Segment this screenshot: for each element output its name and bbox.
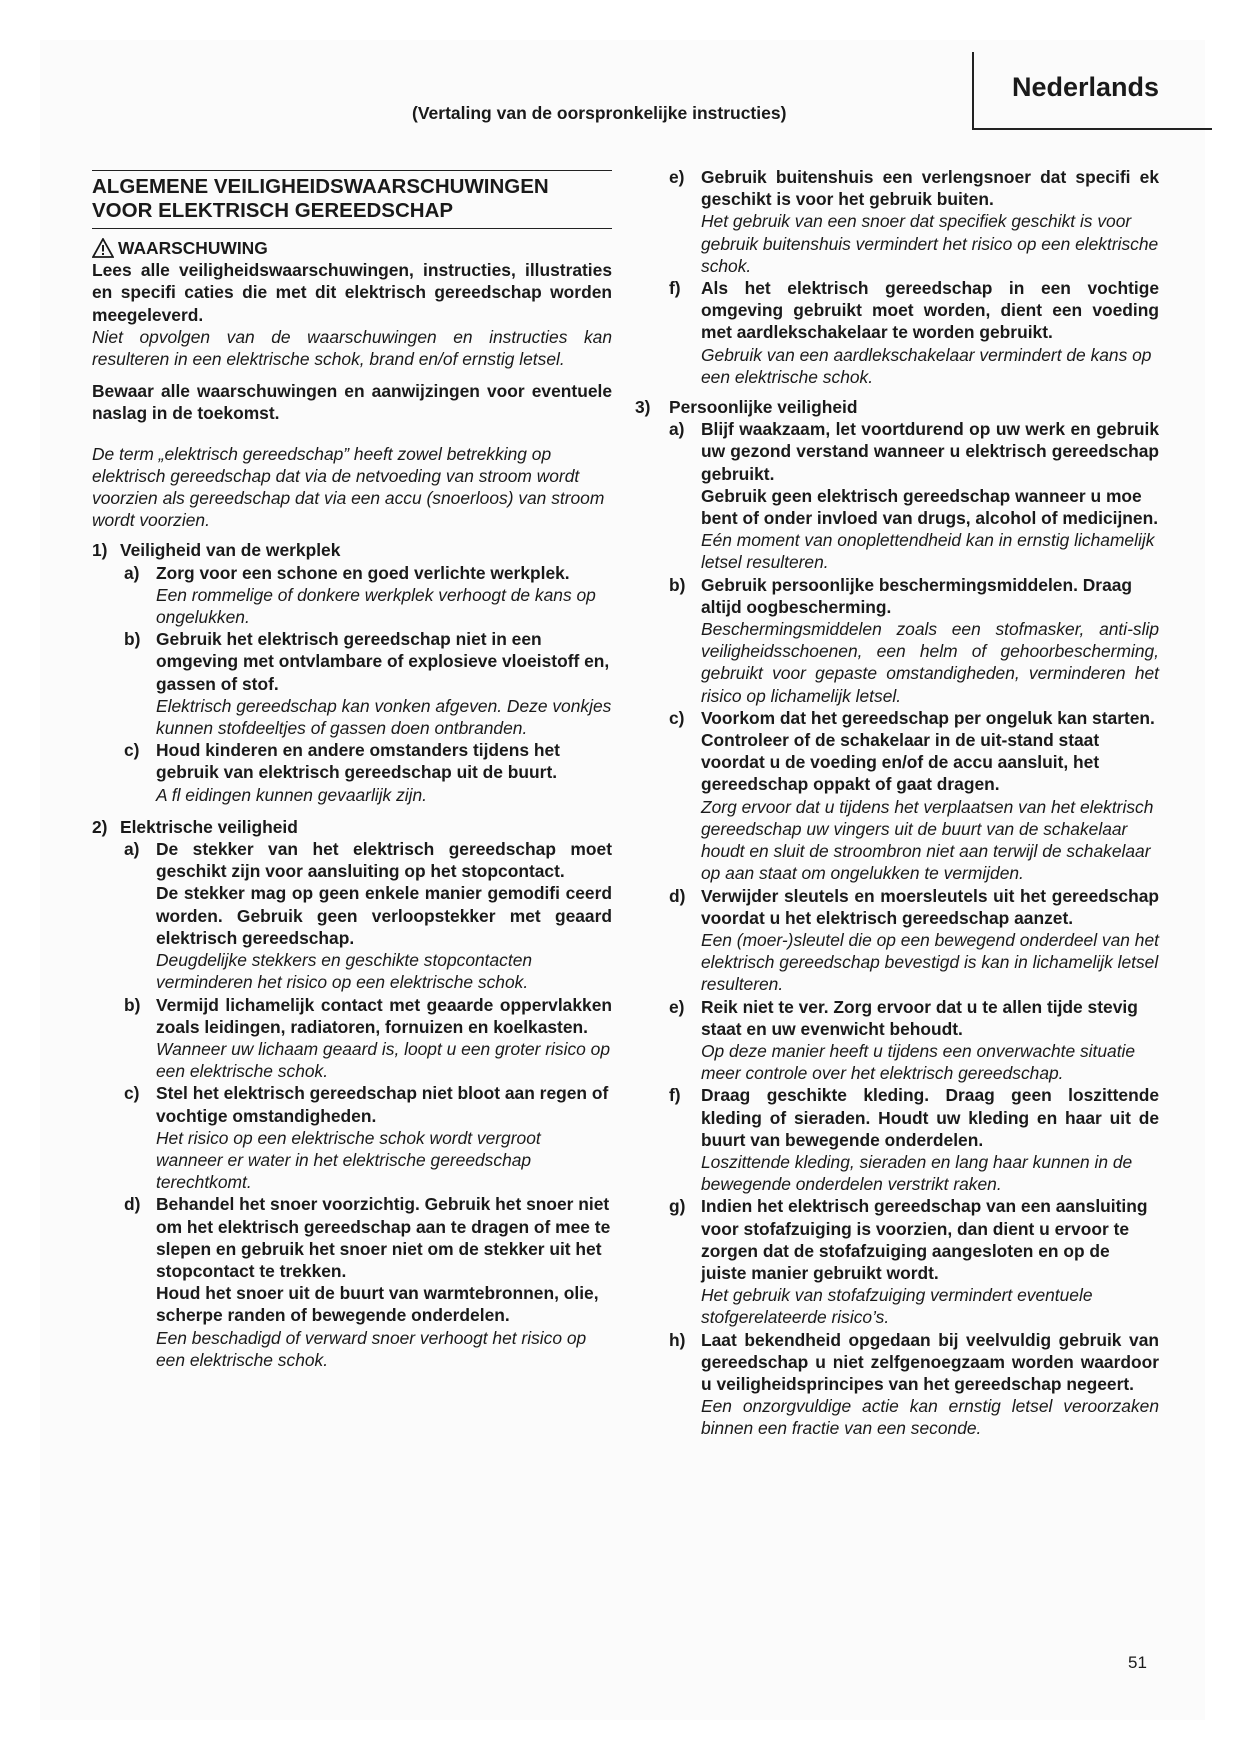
item-bold: Voorkom dat het gereedschap per ongeluk kan starten. Controleer of de schakelaar in de uit-stand staat voordat u de voeding en/of de accu aansluit, het gereedschap oppakt of gaat dragen. — [701, 707, 1155, 795]
language-label: Nederlands — [1012, 72, 1160, 102]
item-label: d) — [124, 1194, 141, 1215]
item-bold: Reik niet te ver. Zorg ervoor dat u te allen tijde stevig staat en uw evenwicht behoudt. — [701, 996, 1138, 1039]
item-italic: Elektrisch gereedschap kan vonken afgeven. Deze vonkjes kunnen stofdeeltjes of gassen doen ontbranden. — [156, 695, 612, 739]
item-italic: Op deze manier heeft u tijdens een onverwachte situatie meer controle over het elektrisch gereedschap. — [701, 1040, 1136, 1084]
item-italic: Beschermingsmiddelen zoals een stofmasker, anti-slip veiligheidsschoenen, een helm of gehoorbescherming, gebruikt voor gepaste omstandigheden, verminderen het risico op lichamelijk letsel. — [701, 619, 1159, 706]
list-item — [124, 562, 612, 629]
warning-label: WAARSCHUWING — [118, 238, 268, 258]
item-bold: Verwijder sleutels en moersleutels uit het gereedschap voordat u het elektrisch gereedschap aanzet. — [701, 885, 1159, 928]
list-item — [124, 739, 612, 806]
intro-bold: Lees alle veiligheidswaarschuwingen, instructies, illustraties en specifi caties die met dit elektrisch gereedschap worden meegeleverd. — [92, 260, 612, 325]
item-italic: A fl eidingen kunnen gevaarlijk zijn. — [156, 784, 428, 805]
item-label: c) — [669, 707, 685, 728]
section-title: Veiligheid van de werkplek — [120, 540, 341, 561]
item-label: e) — [669, 167, 685, 187]
item-label: c) — [124, 740, 140, 761]
item-italic: Het gebruik van stofafzuiging vermindert eventuele stofgerelateerde risico’s. — [701, 1285, 1093, 1328]
list-item — [669, 166, 1159, 277]
item-italic: Het risico op een elektrische schok wordt vergroot wanneer er water in het elektrische gereedschap terechtkomt. — [156, 1127, 541, 1193]
page-number: 51 — [1128, 1653, 1147, 1672]
section-2-heading — [92, 816, 612, 838]
item-label: f) — [669, 278, 681, 299]
list-item — [124, 1082, 612, 1193]
item-bold: Laat bekendheid opgedaan bij veelvuldig gebruik van gereedschap u niet zelfgenoegzaam worden waardoor u veiligheidsprincipes van het gereedschap negeert. — [701, 1329, 1159, 1394]
item-italic: Een rommelige of donkere werkplek verhoogt de kans op ongelukken. — [156, 584, 596, 628]
item-bold: Gebruik buitenshuis een verlengsnoer dat specifi ek geschikt is voor het gebruik buiten. — [701, 167, 1159, 210]
item-italic: Het gebruik van een snoer dat specifiek geschikt is voor gebruik buitenshuis vermindert het risico op een elektrische schok. — [701, 211, 1159, 276]
keep-instructions: Bewaar alle waarschuwingen en aanwijzingen voor eventuele naslag in de toekomst. — [92, 381, 612, 424]
list-item — [124, 994, 612, 1083]
item-bold: Houd kinderen en andere omstanders tijdens het gebruik van elektrisch gereedschap uit de buurt. — [156, 740, 560, 783]
item-bold: Draag geschikte kleding. Draag geen loszittende kleding of sieraden. Houdt uw kleding en haar uit de buurt van bewegende onderdelen. — [701, 1085, 1159, 1150]
list-item — [669, 1084, 1159, 1195]
section-title: Elektrische veiligheid — [120, 816, 298, 837]
header-horizontal-rule — [972, 128, 1212, 130]
right-column — [637, 166, 1159, 1440]
warning-heading — [92, 237, 612, 259]
translation-subtitle: (Vertaling van de oorspronkelijke instructies) — [412, 103, 787, 123]
warning-triangle-icon — [92, 238, 114, 258]
list-item — [669, 885, 1159, 996]
section-title: Persoonlijke veiligheid — [669, 397, 858, 418]
item-italic: Deugdelijke stekkers en geschikte stopcontacten verminderen het risico op een elektrische schok. — [156, 950, 533, 993]
item-bold: Indien het elektrisch gereedschap van een aansluiting voor stofafzuiging is voorzien, dan dient u ervoor te zorgen dat de stofafzuiging aangesloten en op de juiste manier gebruikt wordt. — [701, 1196, 1148, 1283]
item-bold: De stekker van het elektrisch gereedschap moet geschikt zijn voor aansluiting op het stopcontact. — [156, 839, 612, 882]
item-bold: Zorg voor een schone en goed verlichte werkplek. — [156, 562, 570, 583]
list-item — [669, 277, 1159, 388]
list-item — [669, 707, 1159, 885]
item-italic: Gebruik van een aardlekschakelaar vermindert de kans op een elektrische schok. — [701, 344, 1152, 387]
list-item — [669, 1329, 1159, 1440]
power-tool-term: De term „elektrisch gereedschap” heeft zowel betrekking op elektrisch gereedschap dat via de netvoeding van stroom wordt voorzien als gereedschap dat via een accu (snoerloos) van stroom wordt voorzien. — [92, 443, 605, 531]
section-3-heading — [635, 396, 1159, 418]
section-number: 3) — [635, 397, 651, 418]
item-label: a) — [124, 562, 140, 583]
item-italic: Een onzorgvuldige actie kan ernstig letsel veroorzaken binnen een fractie van een seconde. — [701, 1396, 1159, 1439]
list-item — [669, 574, 1159, 707]
item-bold: Als het elektrisch gereedschap in een vochtige omgeving gebruikt moet worden, dient een voeding met aardlekschakelaar te worden gebruikt. — [701, 278, 1159, 343]
item-italic: Een (moer-)sleutel die op een bewegend onderdeel van het elektrisch gereedschap bevestigd is kan in lichamelijk letsel resulteren. — [701, 929, 1159, 995]
item-bold: Vermijd lichamelijk contact met geaarde oppervlakken zoals leidingen, radiatoren, fornuizen en koelkasten. — [156, 994, 612, 1037]
item-bold: Behandel het snoer voorzichtig. Gebruik het snoer niet om het elektrisch gereedschap aan te dragen of mee te slepen en gebruik het snoer niet om de stekker uit het stopcontact te trekken. — [156, 1194, 611, 1281]
list-item — [669, 1195, 1159, 1328]
item-label: a) — [124, 839, 140, 860]
item-label: b) — [669, 574, 686, 595]
item-bold: Gebruik het elektrisch gereedschap niet in een omgeving met ontvlambare of explosieve vloeistoff en, gassen of stof. — [156, 629, 610, 694]
intro-italic: Niet opvolgen van de waarschuwingen en instructies kan resulteren in een elektrische schok, brand en/of ernstig letsel. — [92, 326, 612, 370]
header-vertical-rule — [972, 52, 974, 130]
safety-title: ALGEMENE VEILIGHEIDSWAARSCHUWINGEN VOOR ELEKTRISCH GEREEDSCHAP — [92, 170, 612, 229]
item-label: g) — [669, 1196, 686, 1217]
item-bold: Blijf waakzaam, let voortdurend op uw werk en gebruik uw gezond verstand wanneer u elektrisch gereedschap gebruikt. — [701, 419, 1159, 484]
list-item — [124, 628, 612, 739]
item-bold-2: Gebruik geen elektrisch gereedschap wanneer u moe bent of onder invloed van drugs, alcohol of medicijnen. — [701, 485, 1159, 529]
item-label: d) — [669, 885, 686, 906]
item-bold: Gebruik persoonlijke beschermingsmiddelen. Draag altijd oogbescherming. — [701, 574, 1133, 617]
left-column — [92, 170, 612, 1371]
item-italic: Een beschadigd of verward snoer verhoogt het risico op een elektrische schok. — [156, 1327, 587, 1370]
item-label: b) — [124, 994, 141, 1015]
item-label: e) — [669, 996, 685, 1017]
section-1-heading — [92, 539, 612, 561]
item-label: a) — [669, 419, 685, 440]
item-label: b) — [124, 629, 141, 650]
item-label: f) — [669, 1085, 681, 1106]
section-number: 1) — [92, 540, 108, 561]
list-item — [669, 996, 1159, 1085]
item-bold: Stel het elektrisch gereedschap niet bloot aan regen of vochtige omstandigheden. — [156, 1083, 609, 1126]
item-italic: Wanneer uw lichaam geaard is, loopt u een groter risico op een elektrische schok. — [156, 1038, 611, 1082]
list-item — [124, 838, 612, 993]
item-label: h) — [669, 1329, 686, 1350]
item-bold-2: Houd het snoer uit de buurt van warmtebronnen, olie, scherpe randen of bewegende onderdelen. — [156, 1283, 599, 1326]
list-item — [669, 418, 1159, 573]
item-italic: Loszittende kleding, sieraden en lang haar kunnen in de bewegende onderdelen verstrikt raken. — [701, 1151, 1133, 1195]
item-italic: Zorg ervoor dat u tijdens het verplaatsen van het elektrisch gereedschap uw vingers uit de buurt van de schakelaar houdt en sluit de stroombron niet aan terwijl de schakelaar op aan staat om ongelukken te vermijden. — [701, 796, 1154, 884]
item-label: c) — [124, 1083, 140, 1104]
section-number: 2) — [92, 816, 108, 837]
list-item — [124, 1193, 612, 1371]
item-italic: Eén moment van onoplettendheid kan in ernstig lichamelijk letsel resulteren. — [701, 530, 1155, 573]
item-bold-2: De stekker mag op geen enkele manier gemodifi ceerd worden. Gebruik geen verloopstekker met geaard elektrisch gereedschap. — [156, 883, 612, 948]
